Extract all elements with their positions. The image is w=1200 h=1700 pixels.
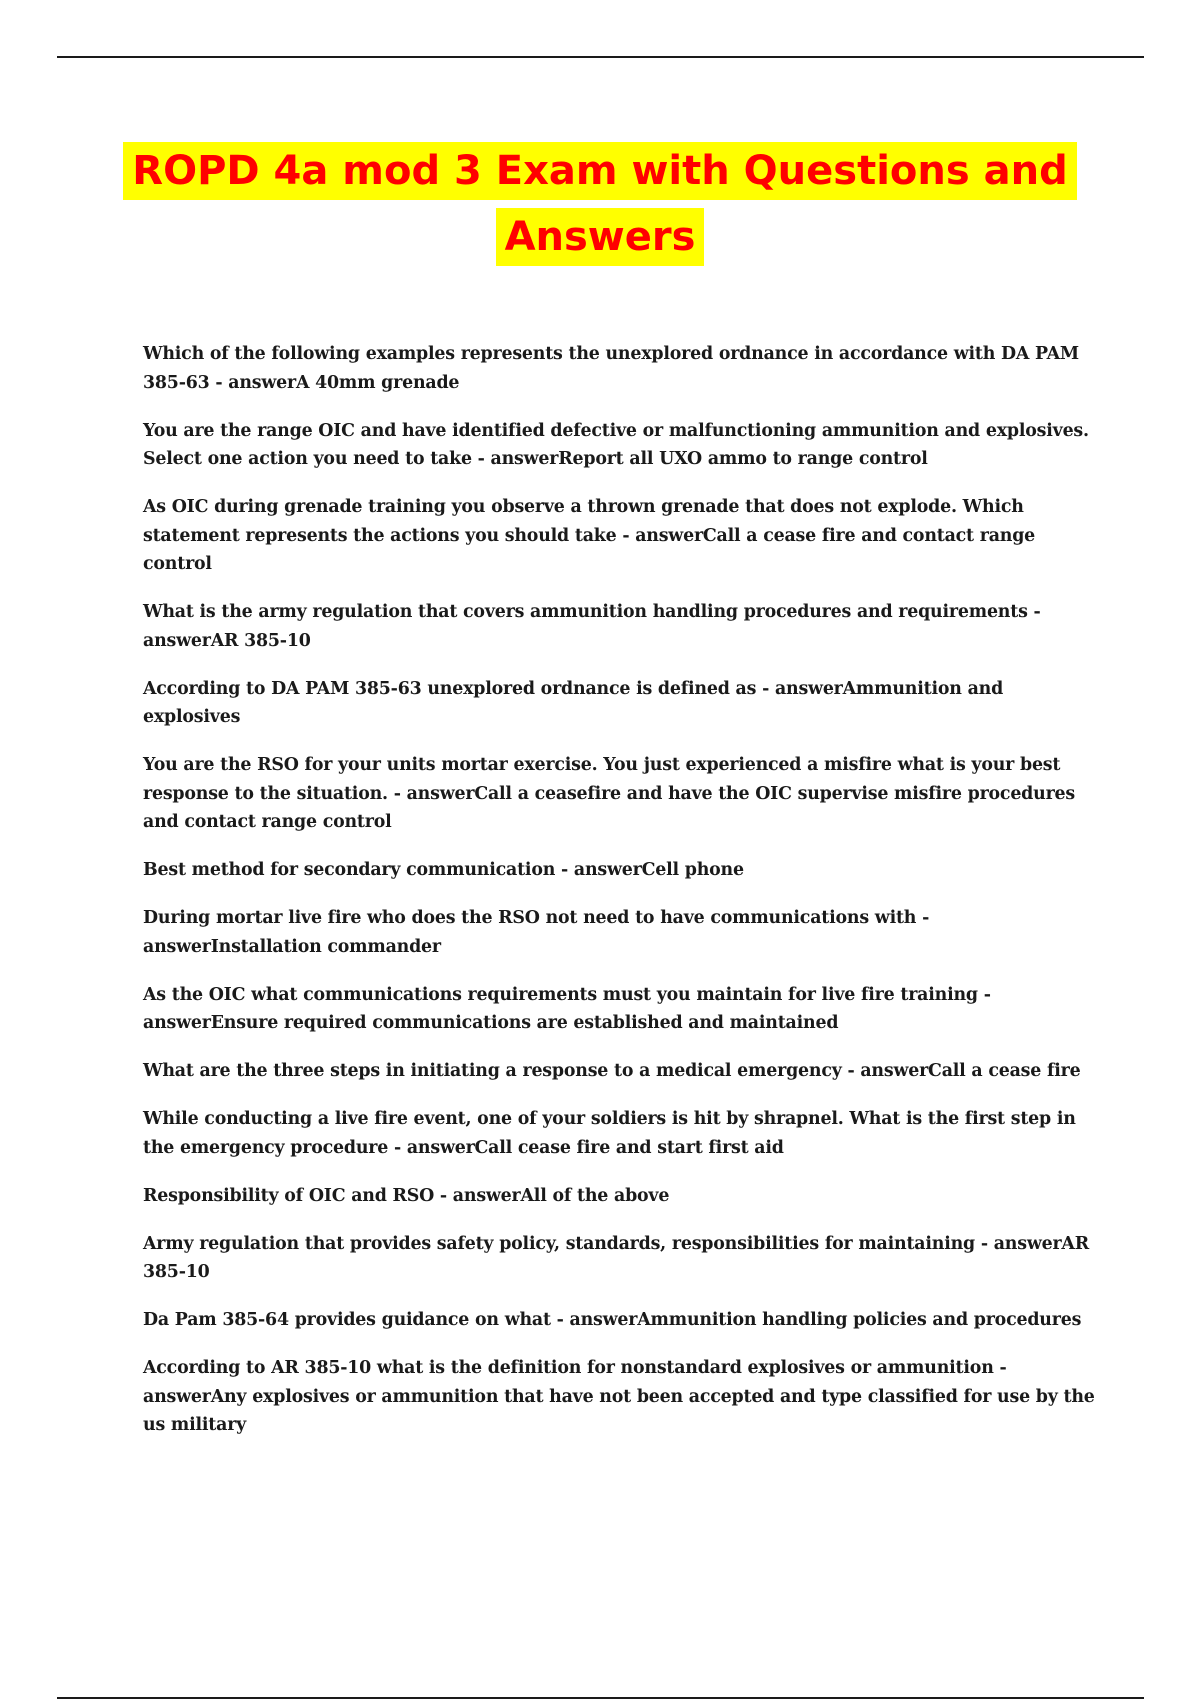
qa-item: Da Pam 385-64 provides guidance on what - answerAmmunition handling policies and procedures [143,1310,1082,1330]
bottom-rule [57,1697,1144,1699]
qa-item: Army regulation that provides safety policy, standards, responsibilities for maintaining - answerAR 385-10 [143,1233,1089,1282]
qa-item: Responsibility of OIC and RSO - answerAll of the above [143,1185,670,1206]
qa-item: What is the army regulation that covers ammunition handling procedures and requirements - answerAR 385-10 [143,602,1041,651]
title-line-1: ROPD 4a mod 3 Exam with Questions and [123,142,1076,200]
qa-item: You are the range OIC and have identified defective or malfunctioning ammunition and explosives. Select one action you need to take - answerReport all UXO ammo to range control [143,420,1089,469]
qa-item: According to DA PAM 385-63 unexplored ordnance is defined as - answerAmmunition and explosives [143,678,1004,727]
title-line-2: Answers [496,208,705,266]
qa-item: According to AR 385-10 what is the definition for nonstandard explosives or ammunition - answerAny explosives or ammunition that have not been accepted and type classified for use by the us military [143,1358,1095,1435]
qa-item: As the OIC what communications requirements must you maintain for live fire training - answerEnsure required communications are established and maintained [143,984,991,1033]
qa-item: You are the RSO for your units mortar exercise. You just experienced a misfire what is your best response to the situation. - answerCall a ceasefire and have the OIC supervise misfire procedures and contact range control [143,755,1076,832]
document-title [0,142,1200,266]
top-rule [57,56,1144,58]
qa-item: Best method for secondary communication - answerCell phone [143,860,744,880]
qa-item: During mortar live fire who does the RSO not need to have communications with - answerInstallation commander [143,908,930,957]
qa-item: As OIC during grenade training you observe a thrown grenade that does not explode. Which statement represents the actions you should take - answerCall a cease fire and contact range control [143,497,1036,574]
qa-item: While conducting a live fire event, one of your soldiers is hit by shrapnel. What is the first step in the emergency procedure - answerCall cease fire and start first aid [143,1109,1076,1158]
question-answer-list [143,340,1098,1459]
qa-item: Which of the following examples represents the unexplored ordnance in accordance with DA PAM 385-63 - answerA 40mm grenade [143,344,1079,393]
qa-item: What are the three steps in initiating a response to a medical emergency - answerCall a cease fire [143,1061,1081,1081]
